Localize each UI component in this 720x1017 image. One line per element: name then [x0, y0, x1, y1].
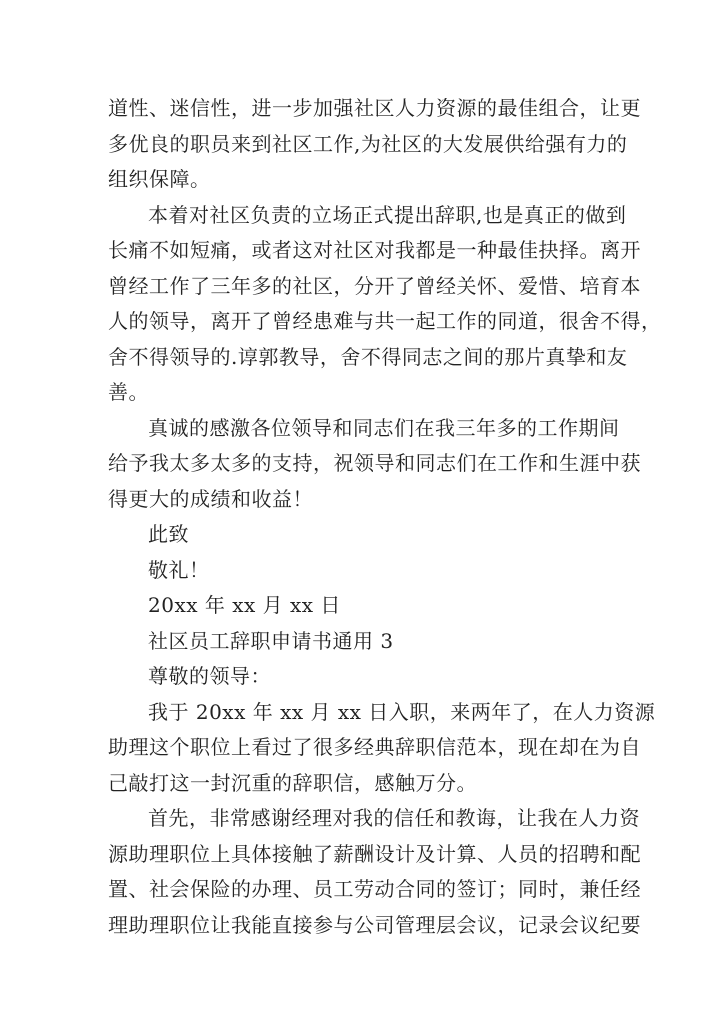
text-line-22: 源助理职位上具体接触了薪酬设计及计算、人员的招聘和配	[108, 841, 641, 866]
text-line-12: 得更大的成绩和收益！	[108, 486, 313, 511]
closing-line-1: 此致	[148, 522, 189, 546]
document-body	[108, 91, 662, 943]
text-line-5: 长痛不如短痛，或者这对社区对我都是一种最佳抉择。离开	[108, 238, 641, 262]
text-line-8: 舍不得领导的.谆郭教导，舍不得同志之间的那片真挚和友	[108, 344, 628, 369]
text-line-18: 我于 20xx 年 xx 月 xx 日入职，来两年了，在人力资源	[148, 699, 656, 724]
text-line-2: 多优良的职员来到社区工作,为社区的大发展供给强有力的	[108, 131, 628, 156]
closing-line-2: 敬礼！	[148, 557, 210, 582]
text-line-19: 助理这个职位上看过了很多经典辞职信范本，现在却在为自	[108, 735, 641, 759]
section-title: 社区员工辞职申请书通用 3	[148, 628, 394, 653]
text-line-10: 真诚的感激各位领导和同志们在我三年多的工作期间	[148, 415, 620, 440]
date-line: 20xx 年 xx 月 xx 日	[148, 593, 341, 617]
text-line-3: 组织保障。	[108, 167, 211, 191]
text-line-11: 给予我太多太多的支持，祝领导和同志们在工作和生涯中获	[108, 451, 641, 475]
text-line-24: 理助理职位让我能直接参与公司管理层会议，记录会议纪要	[108, 912, 641, 937]
text-line-9: 善。	[108, 380, 149, 404]
text-line-6: 曾经工作了三年多的社区，分开了曾经关怀、爱惜、培育本	[108, 273, 641, 298]
text-line-7: 人的领导，离开了曾经患难与共一起工作的同道，很舍不得，	[108, 309, 662, 333]
text-line-20: 己敲打这一封沉重的辞职信，感触万分。	[108, 770, 477, 795]
salutation-line: 尊敬的领导：	[148, 664, 271, 688]
text-line-21: 首先，非常感谢经理对我的信任和教诲，让我在人力资	[148, 806, 640, 830]
text-line-1: 道性、迷信性，进一步加强社区人力资源的最佳组合，让更	[108, 96, 641, 120]
text-line-23: 置、社会保险的办理、员工劳动合同的签订；同时，兼任经	[108, 877, 641, 901]
text-line-4: 本着对社区负责的立场正式提出辞职,也是真正的做到	[148, 202, 627, 227]
